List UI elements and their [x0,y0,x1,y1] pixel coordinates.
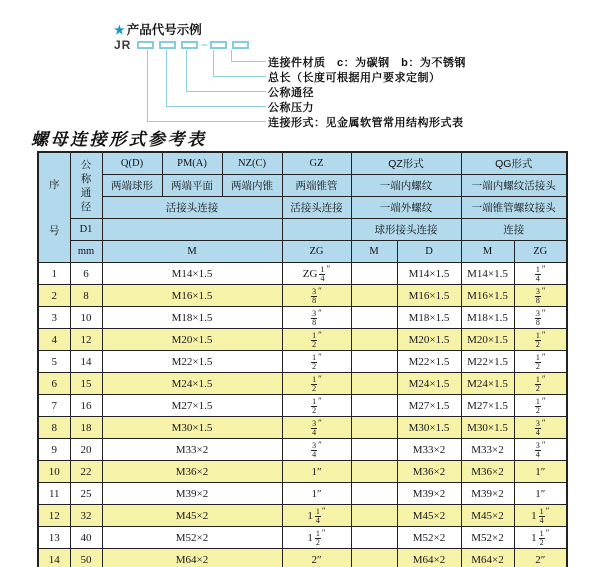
cell-qg_zg [514,527,567,549]
header-qg: QG形式 [461,152,567,175]
header-empty-1 [102,219,282,241]
cell-no: 8 [38,417,70,439]
cell-qz_m [351,285,397,307]
stacked-fraction: $\frac{1}{4}$ [320,265,325,283]
cell-m: M30×1.5 [102,417,282,439]
inch-mark: ″ [318,286,322,296]
cell-qg_m: M22×1.5 [461,351,514,373]
cell-qg_zg [514,505,567,527]
cell-no: 1 [38,263,70,285]
cell-m: M36×2 [102,461,282,483]
cell-dn: 32 [70,505,102,527]
cell-qz_d: M18×1.5 [397,307,461,329]
header-qz-desc2: 一端外螺纹 [351,197,461,219]
table-row [38,263,567,285]
cell-zg [282,329,351,351]
stacked-fraction: $\frac{1}{2}$ [312,397,317,415]
header-gz-thread: ZG [282,241,351,263]
cell-no: 12 [38,505,70,527]
cell-qz_d: M16×1.5 [397,285,461,307]
fraction-prefix: 1 [531,510,537,522]
stacked-fraction: $\frac{3}{8}$ [312,287,317,305]
cell-m: M27×1.5 [102,395,282,417]
table-header [38,152,567,263]
cell-qg_m: M27×1.5 [461,395,514,417]
cell-qg_m: M24×1.5 [461,373,514,395]
cell-qg_zg [514,285,567,307]
code-box-5 [232,41,249,49]
cell-dn: 16 [70,395,102,417]
header-qz-desc: 一端内螺纹 [351,175,461,197]
cell-qz_m [351,395,397,417]
cell-qg_zg: 1″ [514,461,567,483]
header-nz-desc: 两端内锥 [222,175,282,197]
header-gz-conn: 活接头连接 [282,197,351,219]
table-row [38,307,567,329]
cell-qz_d: M64×2 [397,549,461,567]
connector-line-1 [231,50,266,62]
stacked-fraction: $\frac{1}{2}$ [539,529,544,547]
header-gz-desc: 两端锥管 [282,175,351,197]
cell-qz_m [351,505,397,527]
cell-qz_m [351,439,397,461]
cell-qg_zg [514,351,567,373]
stacked-fraction: $\frac{1}{2}$ [312,353,317,371]
header-pm: PM(A) [162,152,222,175]
table-row [38,527,567,549]
cell-dn: 20 [70,439,102,461]
diagram-title [114,20,202,38]
cell-dn: 8 [70,285,102,307]
stacked-fraction: $\frac{1}{4}$ [535,265,540,283]
label-total-length: 总长（长度可根据用户要求定制） [268,72,441,84]
cell-zg [282,351,351,373]
cell-no: 11 [38,483,70,505]
header-row-1 [38,152,567,175]
cell-m: M45×2 [102,505,282,527]
header-row-5 [38,241,567,263]
fraction-prefix: 1 [307,510,313,522]
table-row [38,285,567,307]
cell-qg_zg [514,329,567,351]
cell-qg_m: M64×2 [461,549,514,567]
header-seq: 序号 [38,152,70,263]
table-row [38,461,567,483]
code-prefix: JR [114,38,132,52]
table-row [38,549,567,567]
table-body [38,263,567,567]
cell-qg_zg [514,307,567,329]
cell-m: M14×1.5 [102,263,282,285]
header-qz-d: D [397,241,461,263]
inch-mark: ″ [321,506,326,516]
cell-no: 7 [38,395,70,417]
cell-qz_m [351,483,397,505]
inch-mark: ″ [541,308,546,318]
cell-no: 2 [38,285,70,307]
cell-qz_d: M33×2 [397,439,461,461]
cell-qg_m: M14×1.5 [461,263,514,285]
cell-qz_m [351,549,397,567]
inch-mark: ″ [545,528,550,538]
stacked-fraction: $\frac{1}{4}$ [539,507,544,525]
header-qz: QZ形式 [351,152,461,175]
cell-qz_d: M36×2 [397,461,461,483]
stacked-fraction: $\frac{3}{4}$ [312,419,317,437]
inch-mark: ″ [541,440,546,450]
cell-m: M18×1.5 [102,307,282,329]
cell-zg [282,395,351,417]
cell-qz_d: M52×2 [397,527,461,549]
cell-qg_zg: 2″ [514,549,567,567]
cell-qz_d: M30×1.5 [397,417,461,439]
cell-dn: 25 [70,483,102,505]
cell-qg_zg [514,373,567,395]
label-nominal-diameter: 公称通径 [268,87,314,99]
stacked-fraction: $\frac{1}{2}$ [535,397,540,415]
stacked-fraction: $\frac{3}{8}$ [535,287,540,305]
cell-no: 3 [38,307,70,329]
cell-zg [282,373,351,395]
cell-zg [282,439,351,461]
fraction-prefix: 1 [531,532,537,544]
cell-zg [282,417,351,439]
cell-no: 5 [38,351,70,373]
cell-qz_m [351,263,397,285]
fraction-prefix: ZG [302,268,318,280]
nut-connection-table [37,151,568,567]
inch-mark: ″ [318,352,322,362]
stacked-fraction: $\frac{3}{8}$ [312,309,317,327]
label-nominal-pressure: 公称压力 [268,102,314,114]
cell-qz_m [351,307,397,329]
stacked-fraction: $\frac{1}{2}$ [535,375,540,393]
table-row [38,395,567,417]
inch-mark: ″ [541,330,546,340]
header-row-2 [38,175,567,197]
stacked-fraction: $\frac{3}{8}$ [535,309,540,327]
cell-qz_m [351,373,397,395]
cell-qg_m: M20×1.5 [461,329,514,351]
header-diameter: 公称通径 [70,152,102,219]
inch-mark: ″ [541,286,546,296]
table-row [38,505,567,527]
stacked-fraction: $\frac{1}{2}$ [315,529,320,547]
cell-qg_zg [514,395,567,417]
stacked-fraction: $\frac{1}{2}$ [535,353,540,371]
cell-qz_m [351,351,397,373]
stacked-fraction: $\frac{1}{2}$ [312,375,317,393]
cell-qg_zg [514,417,567,439]
inch-mark: ″ [318,374,322,384]
stacked-fraction: $\frac{3}{4}$ [535,419,540,437]
inch-mark: ″ [318,440,322,450]
header-gz: GZ [282,152,351,175]
cell-qz_m [351,527,397,549]
cell-no: 6 [38,373,70,395]
cell-m: M33×2 [102,439,282,461]
header-q: Q(D) [102,152,162,175]
header-row-4 [38,219,567,241]
inch-mark: ″ [318,308,322,318]
table-row [38,417,567,439]
inch-mark: ″ [541,264,546,274]
header-qg-zg: ZG [514,241,567,263]
cell-zg: 1″ [282,483,351,505]
header-union-conn: 活接头连接 [102,197,282,219]
cell-dn: 6 [70,263,102,285]
header-nz: NZ(C) [222,152,282,175]
cell-qg_zg [514,439,567,461]
inch-mark: ″ [541,396,546,406]
cell-qz_m [351,417,397,439]
cell-no: 9 [38,439,70,461]
cell-qg_zg: 1″ [514,483,567,505]
inch-mark: ″ [541,418,546,428]
cell-qz_d: M14×1.5 [397,263,461,285]
stacked-fraction: $\frac{1}{2}$ [312,331,317,349]
inch-mark: ″ [321,528,326,538]
cell-qg_m: M52×2 [461,527,514,549]
cell-qz_d: M27×1.5 [397,395,461,417]
code-box-4 [210,41,227,49]
cell-m: M24×1.5 [102,373,282,395]
cell-dn: 18 [70,417,102,439]
cell-qz_m [351,329,397,351]
table-row [38,373,567,395]
cell-qg_m: M39×2 [461,483,514,505]
inch-mark: ″ [545,506,550,516]
cell-qg_m: M16×1.5 [461,285,514,307]
code-box-1 [137,41,154,49]
cell-zg: 1″ [282,461,351,483]
header-qz-conn: 球形接头连接 [351,219,461,241]
cell-dn: 22 [70,461,102,483]
cell-qg_zg [514,263,567,285]
code-box-3 [181,41,198,49]
stacked-fraction: $\frac{3}{4}$ [312,441,317,459]
table-row [38,329,567,351]
cell-zg [282,307,351,329]
inch-mark: ″ [326,264,331,274]
header-qg-conn: 连接 [461,219,567,241]
cell-m: M39×2 [102,483,282,505]
label-material: 连接件材质 c：为碳钢 b：为不锈钢 [268,57,466,69]
cell-qz_d: M45×2 [397,505,461,527]
code-dash: – [201,39,208,51]
cell-no: 4 [38,329,70,351]
cell-qz_d: M20×1.5 [397,329,461,351]
label-connection-form: 连接形式：见金属软管常用结构形式表 [268,117,464,129]
header-qz-m: M [351,241,397,263]
header-d1: D1 [70,219,102,241]
inch-mark: ″ [541,352,546,362]
star-icon: ★ [114,23,125,37]
stacked-fraction: $\frac{1}{4}$ [315,507,320,525]
cell-qz_d: M22×1.5 [397,351,461,373]
cell-zg [282,527,351,549]
cell-m: M22×1.5 [102,351,282,373]
code-box-2 [159,41,176,49]
cell-dn: 50 [70,549,102,567]
cell-qg_m: M18×1.5 [461,307,514,329]
header-q-desc: 两端球形 [102,175,162,197]
cell-no: 10 [38,461,70,483]
cell-zg [282,285,351,307]
cell-qz_d: M39×2 [397,483,461,505]
header-empty-2 [282,219,351,241]
stacked-fraction: $\frac{3}{4}$ [535,441,540,459]
cell-qg_m: M45×2 [461,505,514,527]
header-qg-m: M [461,241,514,263]
cell-dn: 12 [70,329,102,351]
header-m: M [102,241,282,263]
table-row [38,439,567,461]
stacked-fraction: $\frac{1}{2}$ [535,331,540,349]
cell-dn: 10 [70,307,102,329]
inch-mark: ″ [318,418,322,428]
cell-m: M52×2 [102,527,282,549]
cell-m: M20×1.5 [102,329,282,351]
cell-zg [282,263,351,285]
table-title: 螺母连接形式参考表 [31,130,207,150]
inch-mark: ″ [541,374,546,384]
cell-zg: 2″ [282,549,351,567]
header-row-3 [38,197,567,219]
cell-qg_m: M30×1.5 [461,417,514,439]
header-qg-desc2: 一端锥管螺纹接头 [461,197,567,219]
cell-qz_d: M24×1.5 [397,373,461,395]
cell-dn: 40 [70,527,102,549]
inch-mark: ″ [318,396,322,406]
cell-zg [282,505,351,527]
cell-dn: 15 [70,373,102,395]
header-pm-desc: 两端平面 [162,175,222,197]
cell-m: M16×1.5 [102,285,282,307]
header-qg-desc: 一端内螺纹活接头 [461,175,567,197]
table-row [38,483,567,505]
inch-mark: ″ [318,330,322,340]
diagram-title-text: 产品代号示例 [126,23,202,37]
cell-qz_m [351,461,397,483]
cell-dn: 14 [70,351,102,373]
cell-qg_m: M33×2 [461,439,514,461]
cell-no: 14 [38,549,70,567]
table-row [38,351,567,373]
cell-m: M64×2 [102,549,282,567]
cell-no: 13 [38,527,70,549]
fraction-prefix: 1 [307,532,313,544]
header-mm: mm [70,241,102,263]
cell-qg_m: M36×2 [461,461,514,483]
